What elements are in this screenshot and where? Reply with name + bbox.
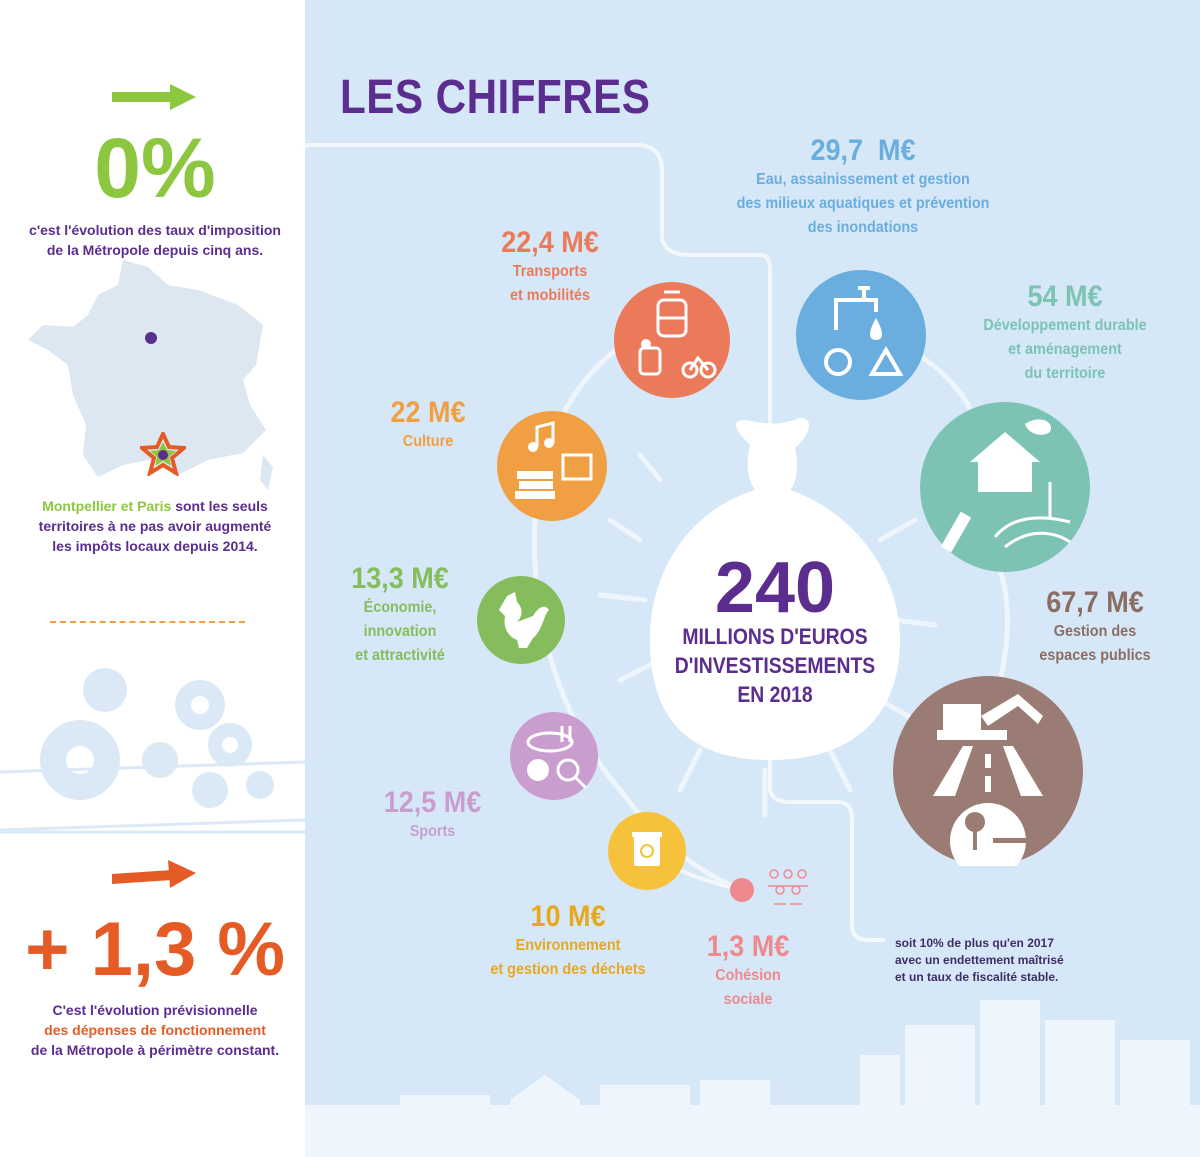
development-label [950, 280, 1180, 386]
waste-name-line1: Environnement [515, 937, 621, 954]
public-spaces-name-line2: espaces publics [1039, 647, 1151, 664]
transports-amount: 22,4 M€ [501, 226, 599, 259]
water-tap-icon [796, 270, 926, 400]
map-note-line1: sont les seuls [171, 498, 268, 514]
waste-amount: 10 M€ [530, 900, 606, 933]
total-note-line3: et un taux de fiscalité stable. [895, 970, 1059, 984]
water-amount: 29,7 M€ [810, 134, 916, 167]
economy-name-line2: innovation [363, 623, 437, 640]
total-note-line2: avec un endettement maîtrisé [895, 953, 1064, 967]
public-spaces-amount: 67,7 M€ [1046, 586, 1144, 619]
social-name-line2: sociale [723, 991, 773, 1008]
development-name-line3: du territoire [1024, 365, 1106, 382]
public-spaces-name-line1: Gestion des [1053, 623, 1137, 640]
transports-label [440, 226, 660, 308]
total-caption-line1: MILLIONS D'EUROS [682, 624, 868, 649]
social-name-line1: Cohésion [715, 967, 781, 984]
development-amount: 54 M€ [1027, 280, 1103, 313]
map-note-line2: territoires à ne pas avoir augmenté [38, 518, 272, 534]
stat-spending-value: + 1,3 % [25, 907, 285, 992]
waste-name-line2: et gestion des déchets [490, 961, 646, 978]
water-name-line3: des inondations [807, 219, 919, 236]
public-spaces-label [1000, 586, 1190, 668]
sports-amount: 12,5 M€ [383, 786, 482, 819]
culture-label [338, 396, 518, 454]
total-note-line1: soit 10% de plus qu'en 2017 [895, 936, 1054, 950]
transports-name-line1: Transports [512, 263, 588, 280]
map-note-highlight: Montpellier et Paris [42, 498, 172, 514]
total-note [895, 935, 1115, 986]
total-caption-line3: EN 2018 [737, 682, 813, 707]
excavator-road-icon [893, 676, 1083, 866]
stat-spending-line3: de la Métropole à périmètre constant. [30, 1042, 280, 1058]
economy-label [310, 562, 490, 668]
social-amount: 1,3 M€ [706, 930, 790, 963]
sports-name-line1: Sports [409, 823, 456, 840]
water-label [698, 134, 1028, 240]
development-name-line1: Développement durable [983, 317, 1147, 334]
map-note-line3: les impôts locaux depuis 2014. [52, 538, 258, 554]
water-name-line2: des milieux aquatiques et prévention [736, 195, 990, 212]
economy-name-line1: Économie, [363, 599, 437, 616]
waste-label [468, 900, 668, 982]
economy-amount: 13,3 M€ [351, 562, 449, 595]
sports-label [340, 786, 525, 844]
total-caption-line2: D'INVESTISSEMENTS [674, 653, 876, 678]
economy-name-line3: et attractivité [355, 647, 445, 664]
stat-spending-line2: des dépenses de fonctionnement [44, 1022, 266, 1038]
rooster-icon [477, 576, 565, 664]
culture-amount: 22 M€ [390, 396, 466, 429]
water-name-line1: Eau, assainissement et gestion [756, 171, 970, 188]
stat-tax-line2: de la Métropole depuis cinq ans. [46, 242, 264, 258]
stat-tax-line1: c'est l'évolution des taux d'imposition [29, 222, 281, 238]
social-label [668, 930, 828, 1012]
development-name-line2: et aménagement [1008, 341, 1122, 358]
people-group-icon [764, 866, 814, 912]
transports-name-line2: et mobilités [509, 287, 591, 304]
stat-tax-value: 0% [94, 121, 216, 215]
total-value: 240 [714, 548, 836, 628]
stat-spending-line1: C'est l'évolution prévisionnelle [52, 1002, 258, 1018]
page-title: LES CHIFFRES [340, 71, 651, 124]
social-circle [730, 878, 754, 902]
total-caption [656, 622, 894, 709]
house-plant-icon [920, 402, 1090, 572]
culture-name-line1: Culture [402, 433, 454, 450]
recycling-bin-icon [608, 812, 686, 890]
